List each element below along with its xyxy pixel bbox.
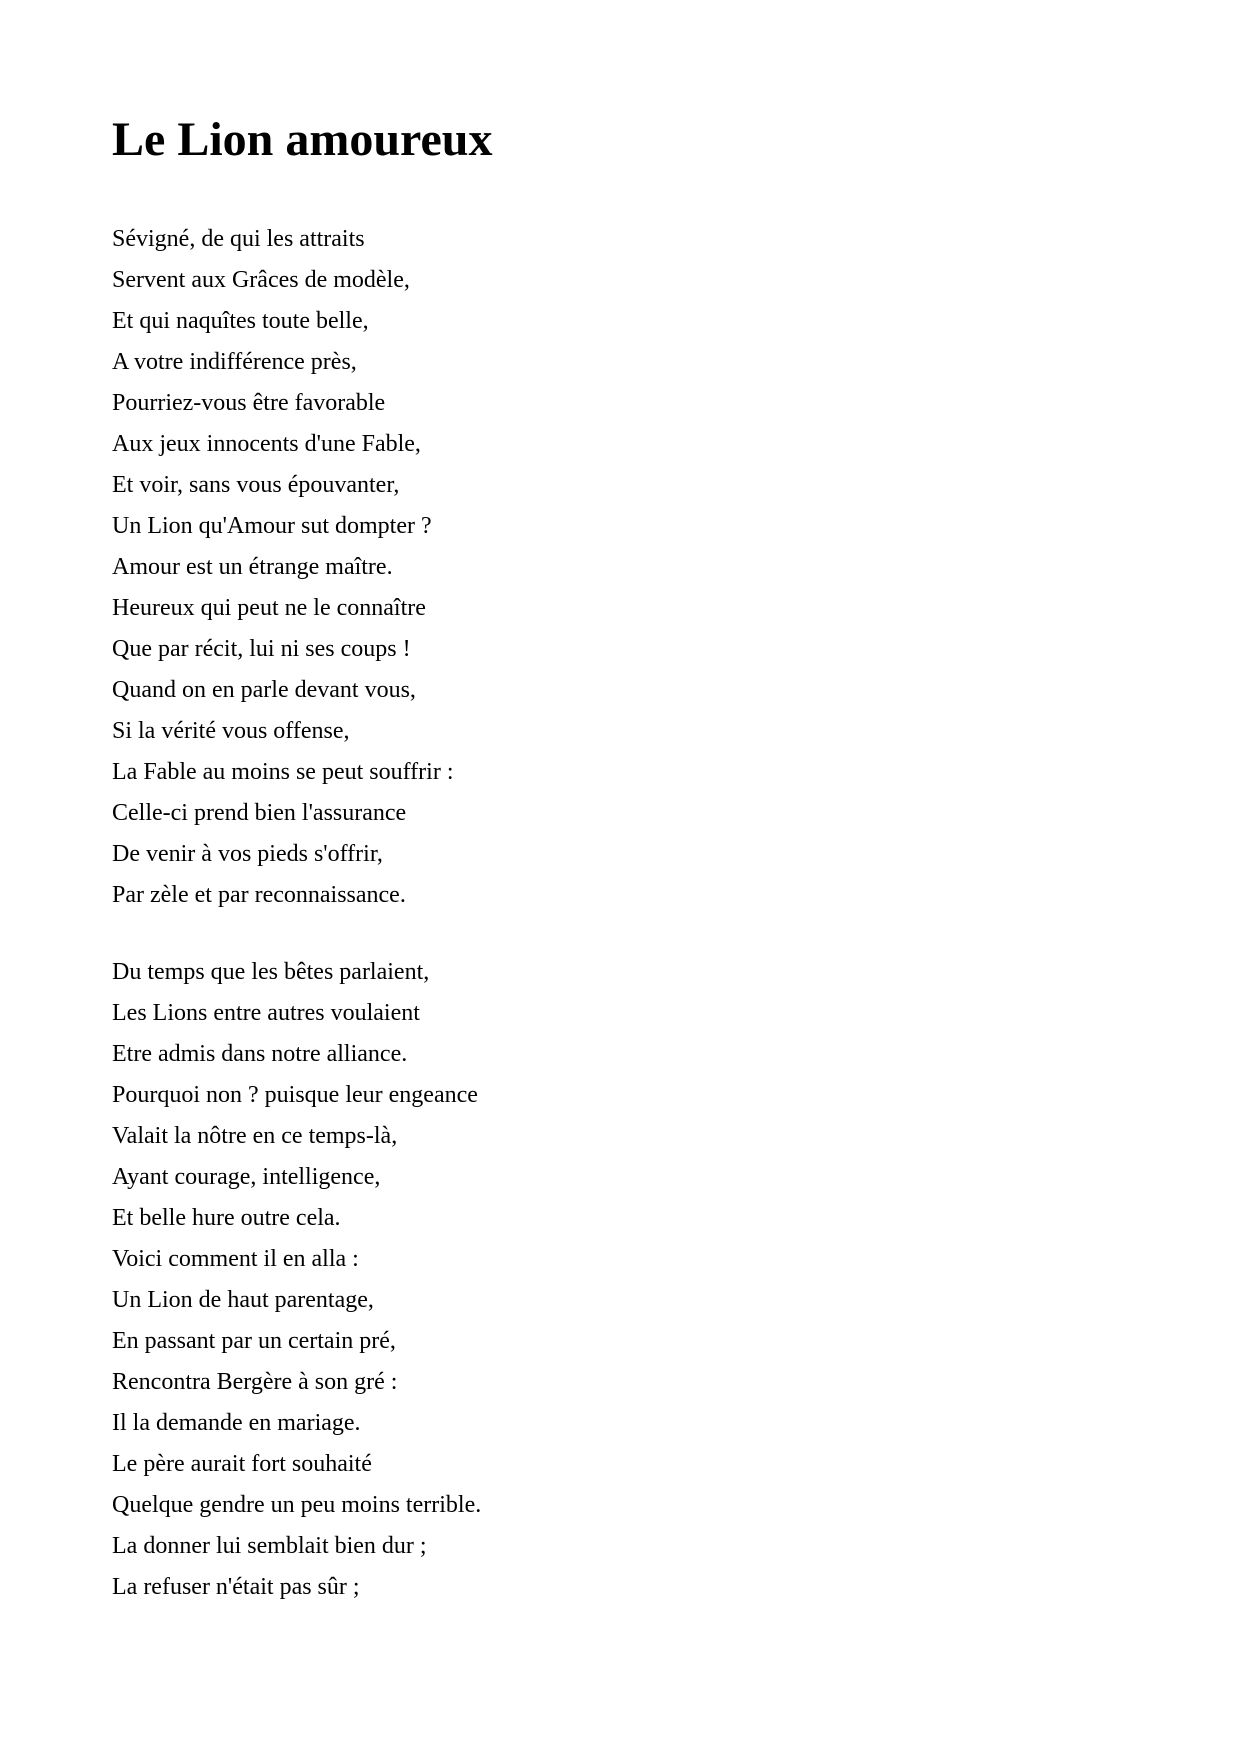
verse-line: En passant par un certain pré, <box>112 1328 396 1354</box>
verse-line: Un Lion qu'Amour sut dompter ? <box>112 513 432 539</box>
verse-line: Pourquoi non ? puisque leur engeance <box>112 1082 478 1108</box>
verse-line: De venir à vos pieds s'offrir, <box>112 841 383 867</box>
verse-line: Les Lions entre autres voulaient <box>112 1000 420 1026</box>
verse-line: Il la demande en mariage. <box>112 1410 361 1436</box>
verse-line: Quand on en parle devant vous, <box>112 677 416 703</box>
verse-line: Si la vérité vous offense, <box>112 718 350 744</box>
verse-line: Par zèle et par reconnaissance. <box>112 882 406 908</box>
verse-line: Un Lion de haut parentage, <box>112 1287 374 1313</box>
verse-line: Du temps que les bêtes parlaient, <box>112 959 430 985</box>
verse-line: Amour est un étrange maître. <box>112 554 393 580</box>
stanza-1 <box>112 219 453 916</box>
verse-line: Que par récit, lui ni ses coups ! <box>112 636 411 662</box>
verse-line: Ayant courage, intelligence, <box>112 1164 381 1190</box>
verse-line: La Fable au moins se peut souffrir : <box>112 759 454 785</box>
verse-line: Et belle hure outre cela. <box>112 1205 341 1231</box>
verse-line: Le père aurait fort souhaité <box>112 1451 372 1477</box>
verse-line: Et qui naquîtes toute belle, <box>112 308 369 334</box>
page-title: Le Lion amoureux <box>112 113 493 166</box>
verse-line: Pourriez-vous être favorable <box>112 390 386 416</box>
verse-line: Quelque gendre un peu moins terrible. <box>112 1492 482 1518</box>
verse-line: Celle-ci prend bien l'assurance <box>112 800 407 826</box>
verse-line: Sévigné, de qui les attraits <box>112 226 365 252</box>
verse-line: Heureux qui peut ne le connaître <box>112 595 426 621</box>
verse-line: A votre indifférence près, <box>112 349 357 375</box>
verse-line: Servent aux Grâces de modèle, <box>112 267 410 293</box>
verse-line: La refuser n'était pas sûr ; <box>112 1574 360 1600</box>
verse-line: La donner lui semblait bien dur ; <box>112 1533 427 1559</box>
verse-line: Et voir, sans vous épouvanter, <box>112 472 400 498</box>
verse-line: Voici comment il en alla : <box>112 1246 359 1272</box>
stanza-2 <box>112 952 481 1608</box>
verse-line: Etre admis dans notre alliance. <box>112 1041 408 1067</box>
verse-line: Valait la nôtre en ce temps-là, <box>112 1123 398 1149</box>
verse-line: Rencontra Bergère à son gré : <box>112 1369 398 1395</box>
verse-line: Aux jeux innocents d'une Fable, <box>112 431 421 457</box>
